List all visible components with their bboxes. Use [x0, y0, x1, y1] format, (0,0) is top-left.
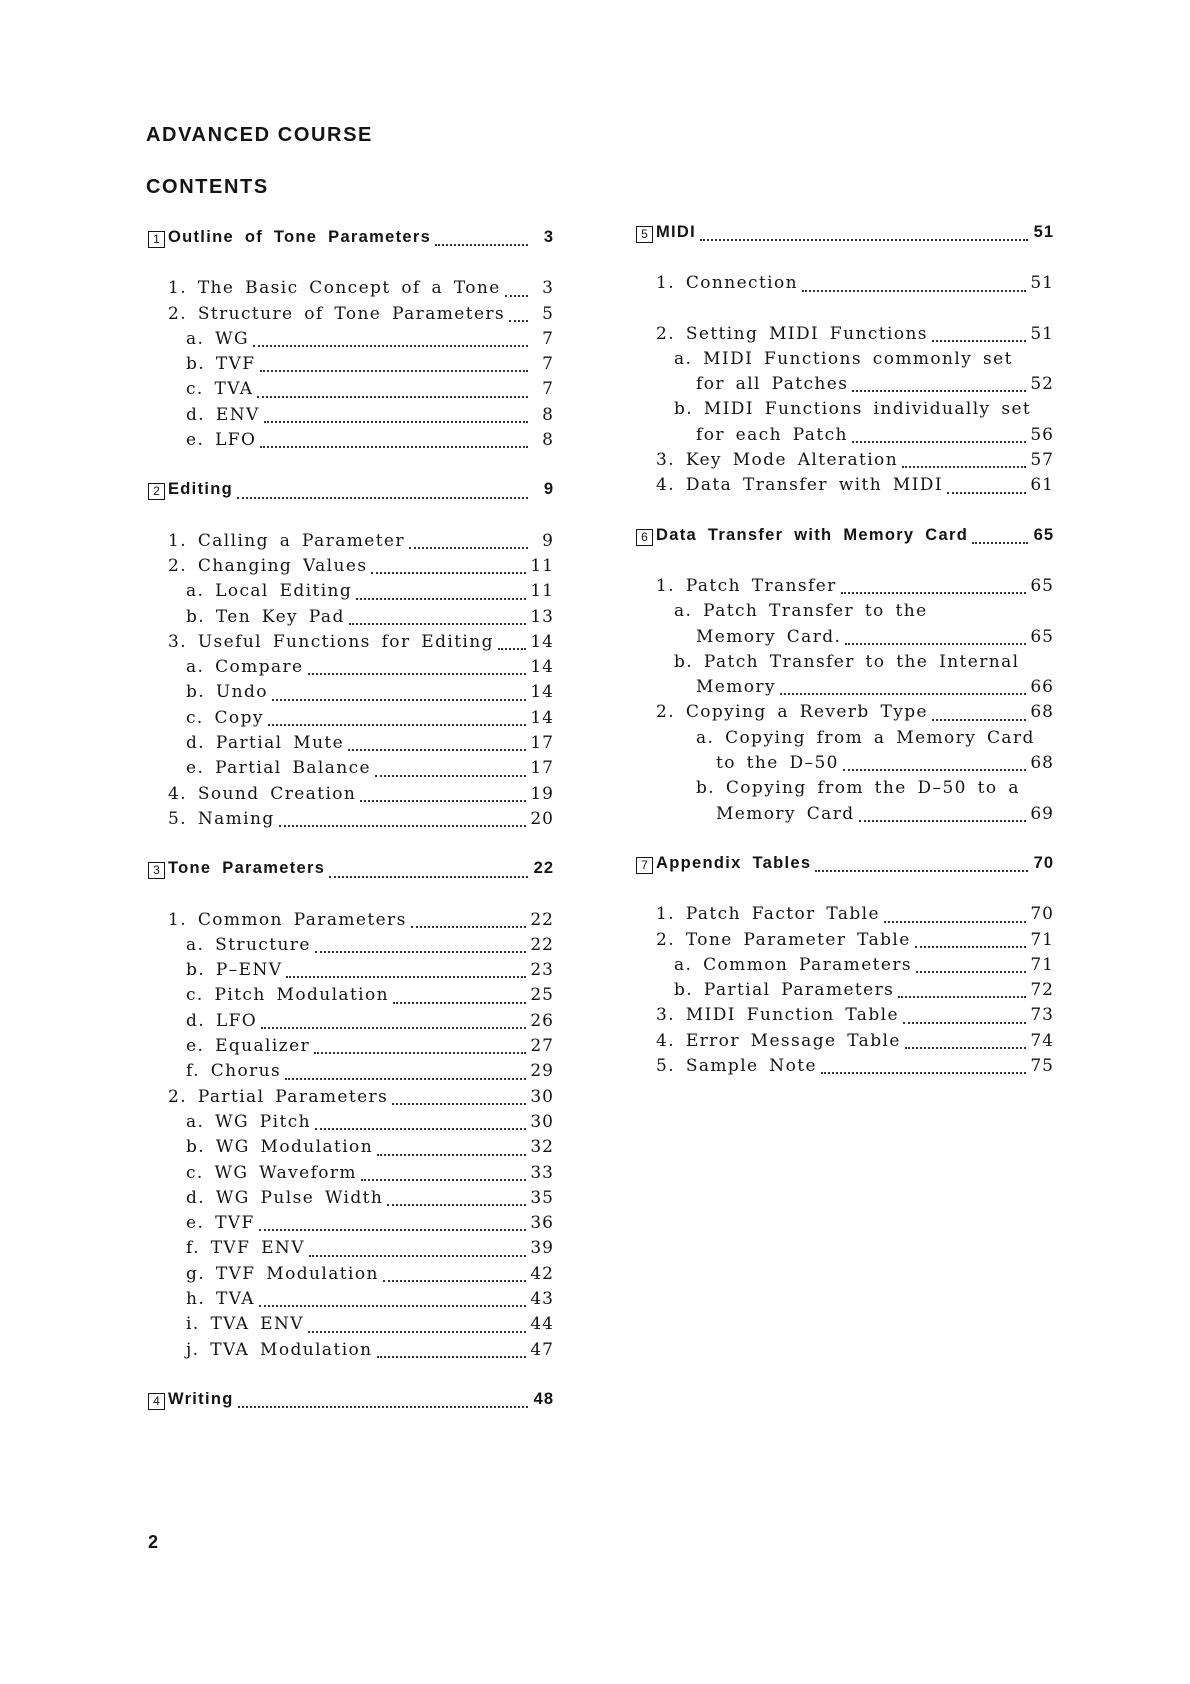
dot-leader [815, 870, 1028, 872]
toc-entry [636, 652, 1054, 677]
page-ref: 5 [542, 303, 554, 324]
page-ref: 65 [1030, 575, 1054, 596]
section-heading [636, 223, 1054, 248]
dot-leader [947, 492, 1026, 494]
dot-leader [286, 976, 526, 978]
section-title [148, 480, 233, 499]
page-ref: 36 [530, 1213, 554, 1234]
entry-text: e. Equalizer [186, 1036, 311, 1057]
entry-text: 2. Tone Parameter Table [656, 929, 911, 950]
toc-entry [636, 1056, 1054, 1081]
dot-leader [435, 244, 528, 246]
dot-leader [821, 1072, 1026, 1074]
spacer [636, 299, 1054, 324]
toc-entry [636, 804, 1054, 829]
toc-entry [148, 632, 554, 657]
page-ref: 71 [1030, 929, 1054, 950]
page-ref: 47 [530, 1339, 554, 1360]
dot-leader [505, 295, 528, 297]
section-title [148, 228, 431, 247]
page-ref: 11 [530, 555, 554, 576]
entry-text: i. TVA ENV [186, 1314, 304, 1335]
document-title: ADVANCED COURSE [146, 124, 373, 146]
page-ref: 48 [533, 1389, 554, 1408]
toc-entry [636, 904, 1054, 929]
entry-text: a. Copying from a Memory Card [696, 727, 1035, 748]
dot-leader [257, 396, 528, 398]
dot-leader [509, 320, 528, 322]
entry-text: 3. MIDI Function Table [656, 1005, 899, 1026]
dot-leader [285, 1078, 526, 1080]
page-ref: 22 [530, 934, 554, 955]
toc-entry [148, 1238, 554, 1263]
page-ref: 73 [1030, 1005, 1054, 1026]
page-ref: 71 [1030, 954, 1054, 975]
toc-entry [148, 556, 554, 581]
entry-text: 4. Sound Creation [168, 783, 357, 804]
page-ref: 3 [542, 278, 554, 299]
spacer [148, 455, 554, 480]
spacer [636, 829, 1054, 854]
dot-leader [238, 1406, 528, 1408]
toc-entry [148, 1289, 554, 1314]
toc-entry [636, 324, 1054, 349]
toc-entry [148, 1213, 554, 1238]
entry-text: 1. Calling a Parameter [168, 530, 405, 551]
dot-leader [272, 699, 526, 701]
page-ref: 7 [542, 379, 554, 400]
dot-leader [361, 1179, 526, 1181]
dot-leader [308, 673, 527, 675]
entry-text: b. Ten Key Pad [186, 606, 345, 627]
section-heading [148, 228, 554, 253]
page-ref: 3 [543, 228, 554, 246]
page-ref: 9 [543, 480, 554, 499]
entry-text: a. WG Pitch [186, 1111, 311, 1132]
toc-entry [148, 354, 554, 379]
page-ref: 72 [1030, 980, 1054, 1001]
entry-text: 5. Sample Note [656, 1056, 817, 1077]
entry-text: a. Patch Transfer to the [674, 601, 928, 622]
section-number-box: 3 [148, 862, 165, 879]
entry-text: 3. Useful Functions for Editing [168, 631, 494, 652]
dot-leader [237, 497, 528, 499]
dot-leader [932, 340, 1026, 342]
entry-text: j. TVA Modulation [186, 1339, 373, 1360]
toc-section [148, 859, 554, 1390]
toc-entry [636, 1005, 1054, 1030]
dot-leader [377, 1356, 527, 1358]
dot-leader [360, 800, 526, 802]
page-ref: 57 [1030, 450, 1054, 471]
entry-text: d. Partial Mute [186, 733, 345, 754]
toc-entry [148, 1137, 554, 1162]
dot-leader [780, 693, 1026, 695]
entry-text: 2. Changing Values [168, 555, 368, 576]
entry-text: d. ENV [186, 404, 260, 425]
page-ref: 44 [530, 1314, 554, 1335]
toc-entry [636, 475, 1054, 500]
entry-text: d. WG Pulse Width [186, 1187, 384, 1208]
dot-leader [884, 921, 1026, 923]
page-ref: 8 [542, 430, 554, 451]
spacer [148, 834, 554, 859]
dot-leader [349, 623, 527, 625]
toc-section [636, 526, 1054, 854]
entry-text: b. Partial Parameters [674, 980, 895, 1001]
page-ref: 29 [530, 1061, 554, 1082]
entry-text: for all Patches [696, 374, 849, 395]
dot-leader [802, 290, 1026, 292]
page-ref: 23 [530, 960, 554, 981]
entry-text: 4. Error Message Table [656, 1030, 901, 1051]
entry-text: a. MIDI Functions commonly set [674, 348, 1013, 369]
entry-text: 1. Connection [656, 273, 798, 294]
page-ref: 68 [1030, 702, 1054, 723]
section-title [636, 854, 811, 873]
toc-entry [148, 1188, 554, 1213]
page-ref: 8 [542, 404, 554, 425]
page-ref: 17 [530, 758, 554, 779]
toc-entry [148, 531, 554, 556]
dot-leader [841, 592, 1027, 594]
page-ref: 7 [542, 328, 554, 349]
toc-entry [636, 576, 1054, 601]
dot-leader [852, 390, 1026, 392]
dot-leader [409, 547, 528, 549]
page-ref: 70 [1030, 904, 1054, 925]
toc-section [148, 480, 554, 859]
dot-leader [329, 876, 528, 878]
toc-entry [636, 702, 1054, 727]
dot-leader [932, 719, 1026, 721]
toc-entry [148, 935, 554, 960]
dot-leader [393, 1002, 526, 1004]
page-ref: 14 [530, 707, 554, 728]
toc-entry [148, 304, 554, 329]
section-title-text: Outline of Tone Parameters [168, 228, 432, 246]
entry-text: 1. Patch Factor Table [656, 904, 880, 925]
dot-leader [314, 1052, 526, 1054]
section-title-text: MIDI [656, 223, 697, 241]
page-ref: 7 [542, 354, 554, 375]
page-ref: 51 [1030, 273, 1054, 294]
contents-heading: CONTENTS [146, 176, 269, 198]
dot-leader [371, 572, 526, 574]
toc-entry [148, 809, 554, 834]
toc-entry [148, 733, 554, 758]
page-ref: 19 [530, 783, 554, 804]
entry-text: 5. Naming [168, 808, 275, 829]
page-ref: 39 [530, 1238, 554, 1259]
entry-text: 1. Patch Transfer [656, 575, 837, 596]
toc-section [148, 228, 554, 480]
dot-leader [843, 769, 1026, 771]
dot-leader [859, 820, 1027, 822]
spacer [636, 501, 1054, 526]
page-ref: 13 [530, 606, 554, 627]
section-number-box: 2 [148, 483, 165, 500]
dot-leader [260, 446, 528, 448]
toc-entry [148, 607, 554, 632]
dot-leader [259, 1305, 526, 1307]
page-ref: 30 [530, 1111, 554, 1132]
section-number-box: 6 [636, 529, 653, 546]
section-heading [148, 1390, 554, 1415]
page-ref: 68 [1030, 753, 1054, 774]
entry-text: 2. Structure of Tone Parameters [168, 303, 506, 324]
section-title [636, 223, 696, 242]
page-ref: 26 [530, 1010, 554, 1031]
page-ref: 66 [1030, 677, 1054, 698]
toc-section [636, 223, 1054, 526]
toc-entry [148, 1011, 554, 1036]
page-ref: 52 [1030, 374, 1054, 395]
section-heading [636, 526, 1054, 551]
section-heading [148, 480, 554, 505]
section-title [148, 1390, 234, 1409]
entry-text: b. P–ENV [186, 960, 283, 981]
section-title-text: Appendix Tables [656, 853, 812, 872]
entry-text: 2. Partial Parameters [168, 1086, 389, 1107]
toc-entry [636, 273, 1054, 298]
page-ref: 65 [1030, 626, 1054, 647]
entry-text: g. TVF Modulation [186, 1263, 379, 1284]
toc-entry [148, 708, 554, 733]
dot-leader [356, 598, 526, 600]
toc-entry [636, 627, 1054, 652]
entry-text: 3. Key Mode Alteration [656, 450, 899, 471]
dot-leader [902, 466, 1026, 468]
dot-leader [260, 370, 528, 372]
entry-text: to the D–50 [716, 753, 839, 774]
dot-leader [268, 724, 527, 726]
dot-leader [377, 1154, 526, 1156]
toc-entry [148, 278, 554, 303]
entry-text: b. WG Modulation [186, 1137, 374, 1158]
toc-entry [148, 682, 554, 707]
section-number-box: 4 [148, 1393, 165, 1410]
dot-leader [852, 441, 1027, 443]
toc-section [148, 1390, 554, 1415]
page-ref: 42 [530, 1263, 554, 1284]
entry-text: Memory Card [716, 803, 855, 824]
entry-text: a. WG [186, 328, 249, 349]
toc-entry [636, 930, 1054, 955]
entry-text: a. Compare [186, 657, 304, 678]
section-number-box: 7 [636, 857, 653, 874]
entry-text: b. MIDI Functions individually set [674, 399, 1032, 420]
toc-entry [148, 1112, 554, 1137]
entry-text: h. TVA [186, 1288, 255, 1309]
toc-entry [636, 450, 1054, 475]
entry-text: 1. Common Parameters [168, 909, 407, 930]
toc-entry [636, 980, 1054, 1005]
dot-leader [308, 1331, 526, 1333]
toc-entry [148, 1061, 554, 1086]
dot-leader [309, 1255, 526, 1257]
page-ref: 43 [530, 1288, 554, 1309]
dot-leader [387, 1204, 526, 1206]
toc-entry [636, 399, 1054, 424]
dot-leader [253, 345, 528, 347]
toc-entry [636, 955, 1054, 980]
page-ref: 69 [1030, 803, 1054, 824]
page-ref: 65 [1033, 525, 1054, 544]
entry-text: b. Copying from the D–50 to a [696, 778, 1020, 799]
entry-text: for each Patch [696, 424, 848, 445]
spacer [148, 1365, 554, 1390]
toc-section [636, 854, 1054, 1081]
section-number-box: 5 [636, 226, 653, 243]
toc-entry [636, 753, 1054, 778]
entry-text: Memory Card. [696, 626, 842, 647]
toc-entry [148, 1314, 554, 1339]
dot-leader [411, 926, 527, 928]
dot-leader [315, 951, 527, 953]
toc-entry [148, 430, 554, 455]
toc-entry [148, 657, 554, 682]
page-ref: 25 [530, 985, 554, 1006]
page-ref: 14 [530, 631, 554, 652]
toc-entry [148, 910, 554, 935]
page-ref: 20 [530, 808, 554, 829]
entry-text: 2. Setting MIDI Functions [656, 323, 928, 344]
dot-leader [375, 775, 526, 777]
dot-leader [348, 749, 526, 751]
section-heading [636, 854, 1054, 879]
page-ref: 14 [530, 682, 554, 703]
page-ref: 75 [1030, 1056, 1054, 1077]
entry-text: c. Pitch Modulation [186, 985, 390, 1006]
page-ref: 27 [530, 1036, 554, 1057]
entry-text: d. LFO [186, 1010, 258, 1031]
toc-entry [148, 1036, 554, 1061]
toc-entry [636, 425, 1054, 450]
section-title-text: Writing [168, 1389, 234, 1408]
entry-text: c. WG Waveform [186, 1162, 357, 1183]
dot-leader [261, 1027, 526, 1029]
section-heading [148, 859, 554, 884]
page-ref: 33 [530, 1162, 554, 1183]
page-ref: 30 [530, 1086, 554, 1107]
entry-text: e. TVF [186, 1213, 255, 1234]
entry-text: Memory [696, 677, 776, 698]
toc-column-right [636, 223, 1054, 1081]
toc-entry [148, 1163, 554, 1188]
dot-leader [279, 825, 527, 827]
toc-column-left [148, 228, 554, 1440]
section-number-box: 1 [148, 231, 165, 248]
toc-entry [148, 1087, 554, 1112]
page-ref: 61 [1030, 475, 1054, 496]
entry-text: c. TVA [186, 379, 254, 400]
dot-leader [498, 648, 526, 650]
section-title-text: Tone Parameters [168, 859, 326, 878]
dot-leader [383, 1280, 527, 1282]
entry-text: a. Common Parameters [674, 954, 913, 975]
dot-leader [392, 1103, 526, 1105]
toc-entry [148, 758, 554, 783]
entry-text: a. Structure [186, 934, 311, 955]
toc-entry [636, 778, 1054, 803]
section-title-text: Data Transfer with Memory Card [656, 525, 969, 544]
page-ref: 11 [530, 581, 554, 602]
page-ref: 17 [530, 733, 554, 754]
entry-text: 4. Data Transfer with MIDI [656, 475, 943, 496]
toc-entry [148, 379, 554, 404]
entry-text: b. TVF [186, 354, 256, 375]
dot-leader [315, 1128, 526, 1130]
dot-leader [700, 239, 1028, 241]
entry-text: f. TVF ENV [186, 1238, 305, 1259]
toc-entry [636, 1031, 1054, 1056]
page-ref: 74 [1030, 1030, 1054, 1051]
dot-leader [905, 1047, 1027, 1049]
dot-leader [916, 971, 1026, 973]
page-ref: 22 [533, 859, 554, 878]
dot-leader [898, 996, 1026, 998]
page-ref: 51 [1033, 223, 1054, 241]
entry-text: a. Local Editing [186, 581, 353, 602]
toc-entry [636, 728, 1054, 753]
toc-entry [148, 1264, 554, 1289]
dot-leader [915, 946, 1027, 948]
toc-entry [148, 405, 554, 430]
dot-leader [264, 421, 528, 423]
entry-text: 1. The Basic Concept of a Tone [168, 278, 501, 299]
page-ref: 32 [530, 1137, 554, 1158]
section-title [636, 526, 968, 545]
dot-leader [903, 1022, 1026, 1024]
toc-entry [148, 581, 554, 606]
toc-entry [636, 374, 1054, 399]
entry-text: e. LFO [186, 430, 257, 451]
dot-leader [259, 1229, 527, 1231]
section-title [148, 859, 325, 878]
page-ref: 14 [530, 657, 554, 678]
toc-entry [636, 601, 1054, 626]
page-ref: 70 [1033, 853, 1054, 872]
entry-text: f. Chorus [186, 1061, 282, 1082]
entry-text: b. Undo [186, 682, 268, 703]
entry-text: c. Copy [186, 707, 264, 728]
entry-text: 2. Copying a Reverb Type [656, 702, 928, 723]
entry-text: b. Patch Transfer to the Internal [674, 651, 1020, 672]
page-ref: 22 [530, 909, 554, 930]
page-ref: 56 [1030, 424, 1054, 445]
toc-entry [148, 329, 554, 354]
toc-entry [636, 349, 1054, 374]
page-ref: 35 [530, 1187, 554, 1208]
toc-entry [148, 1340, 554, 1365]
section-title-text: Editing [168, 480, 234, 499]
page-ref: 51 [1030, 323, 1054, 344]
toc-entry [148, 784, 554, 809]
entry-text: e. Partial Balance [186, 758, 371, 779]
dot-leader [845, 643, 1026, 645]
toc-entry [148, 985, 554, 1010]
page-number: 2 [148, 1532, 159, 1552]
toc-entry [636, 677, 1054, 702]
toc-entry [148, 960, 554, 985]
dot-leader [972, 542, 1028, 544]
page-ref: 9 [542, 530, 554, 551]
